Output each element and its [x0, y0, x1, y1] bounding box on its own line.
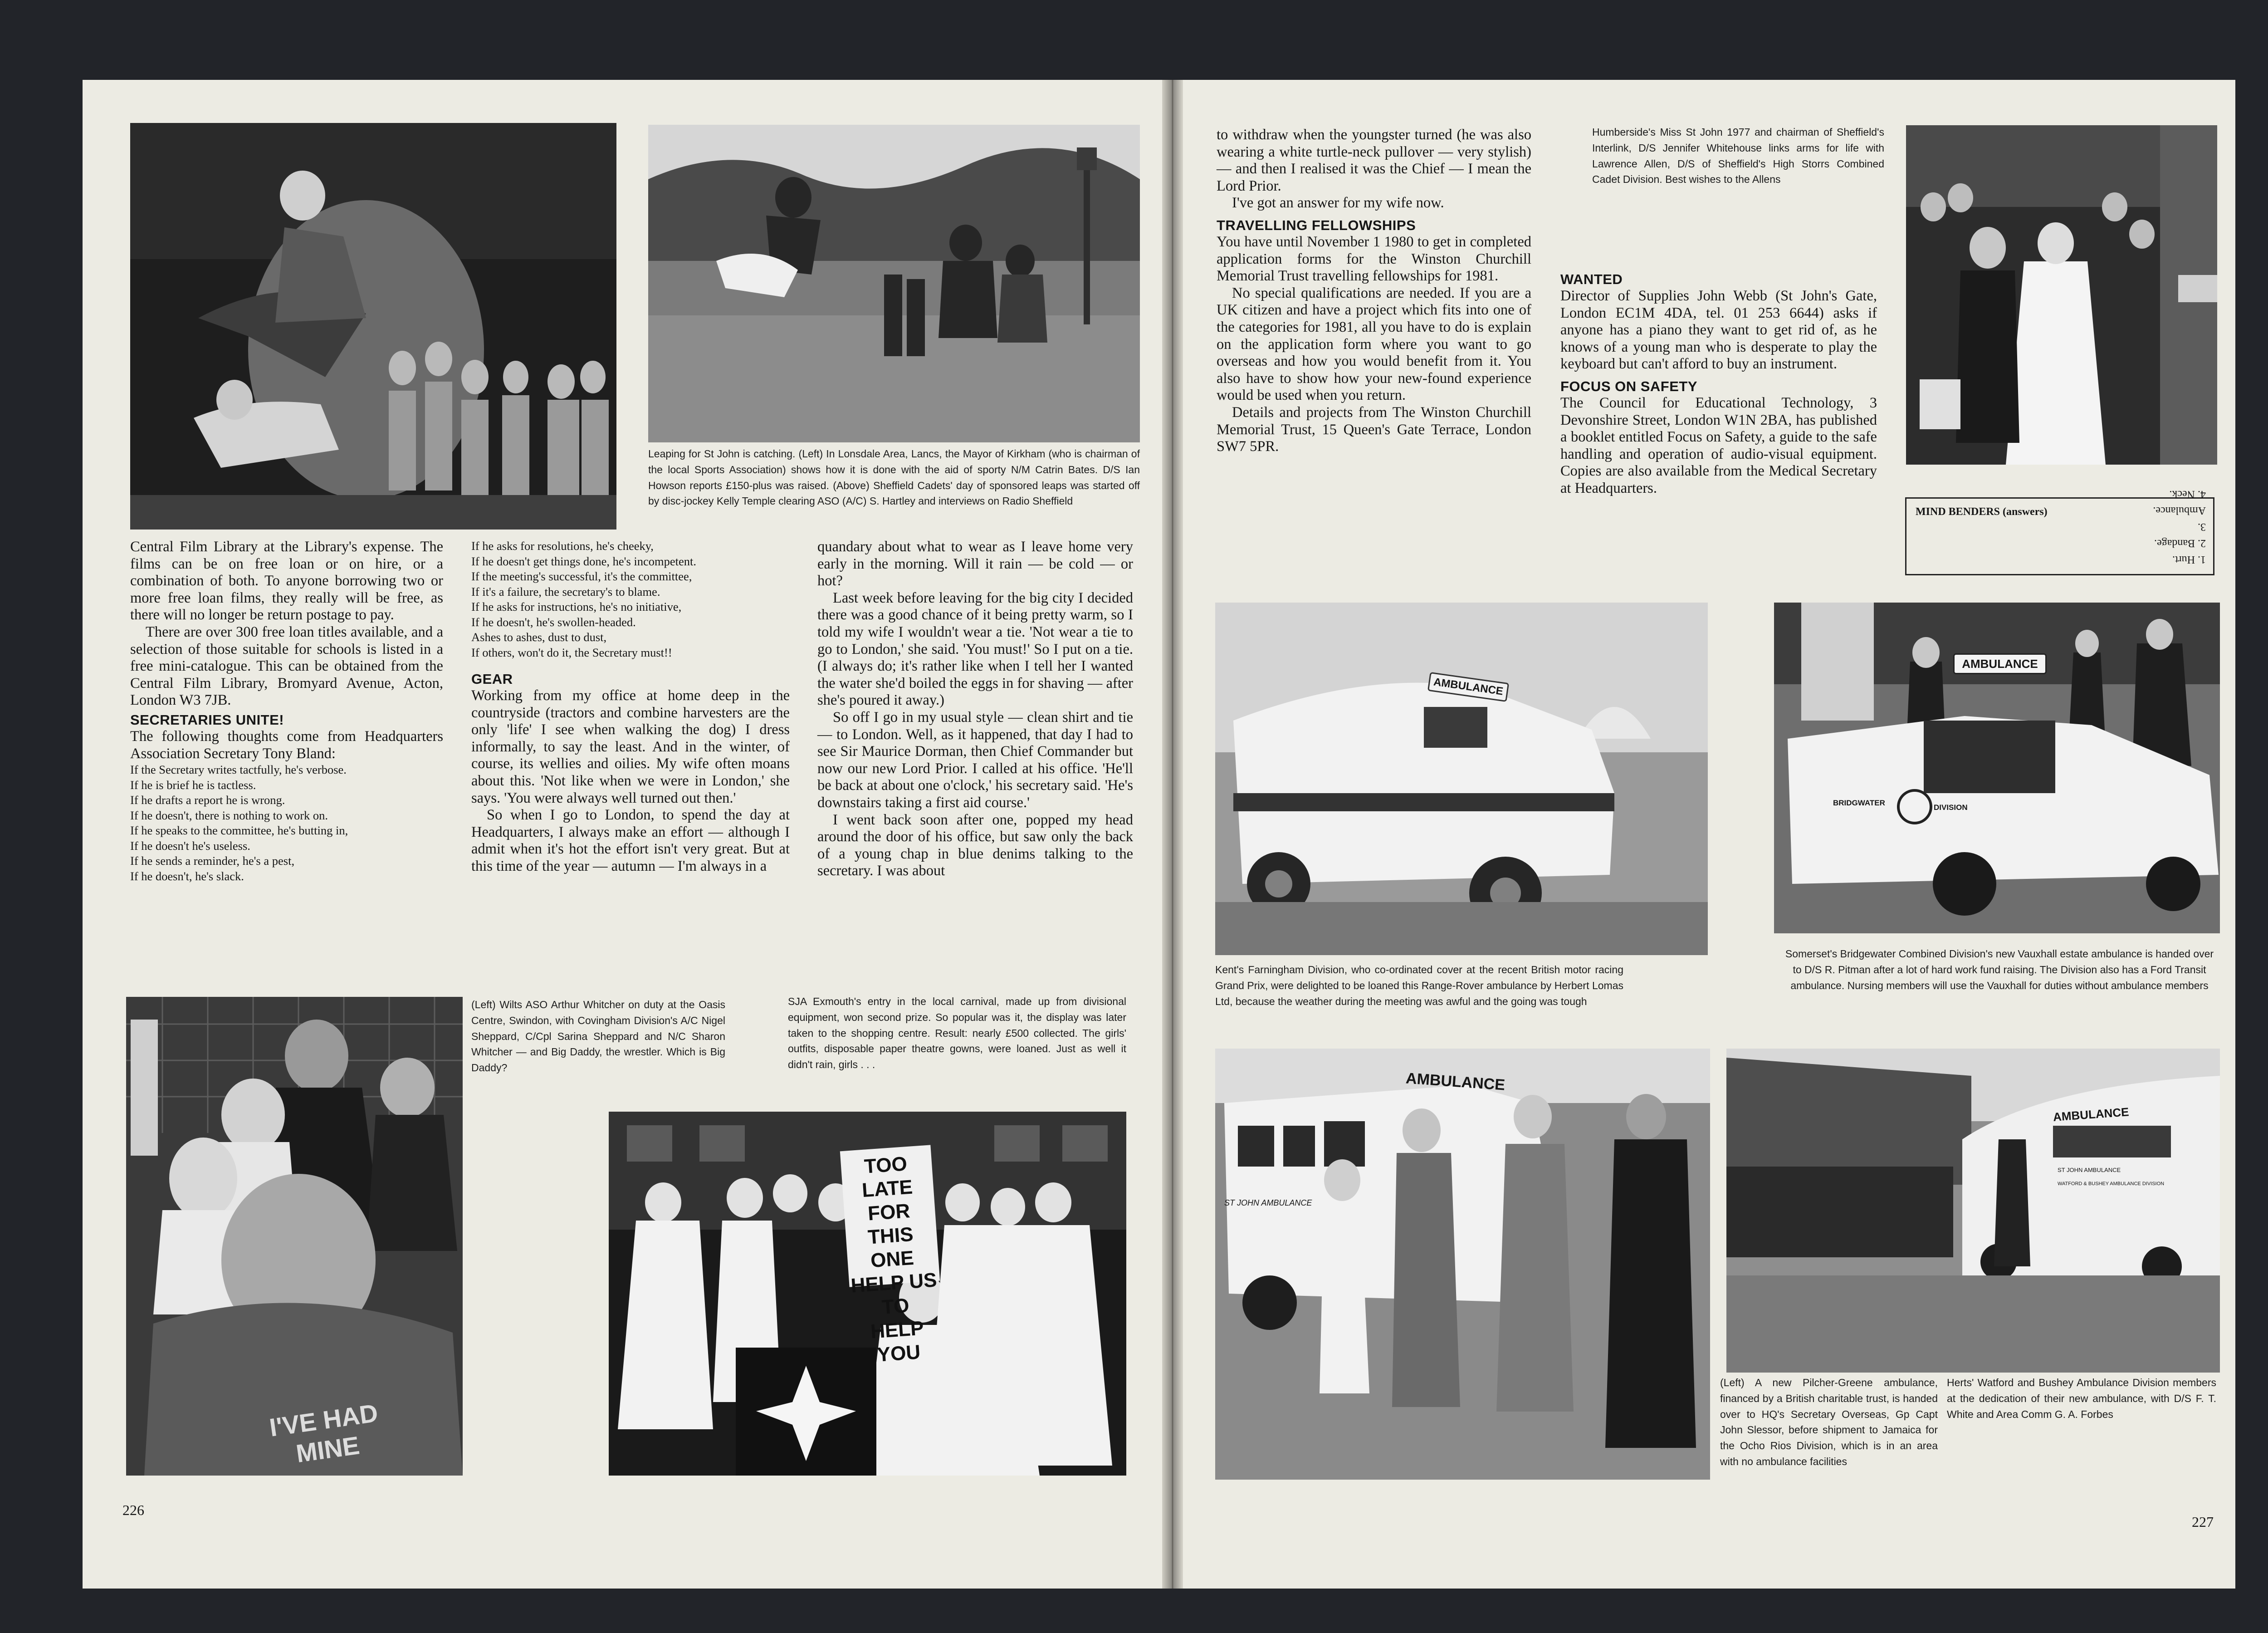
poem-line: If he speaks to the committee, he's butting in, [130, 824, 348, 838]
caption-leapfrog: Leaping for St John is catching. (Left) In Lonsdale Area, Lancs, the Mayor of Kirkham (who is chairman of the local Sports Association) shows how it is done with the aid of sporty N/M Catrin Bates. D/S Ian Howson reports £150-plus was raised. (Above) Sheffield Cadets' day of sponsored leaps was started off by disc-jockey Kelly Temple clearing ASO (A/C) S. Hartley and interviews on Radio Sheffield [648, 448, 1140, 507]
photo-watford-bushey-ambulance [1726, 1049, 2220, 1373]
poem-line: If the meeting's successful, it's the committee, [471, 569, 692, 583]
paragraph: You have until November 1 1980 to get in completed application forms for the Winston Churchill Memorial Trust travelling fellowships for 1981. [1217, 233, 1531, 284]
van-side-text: WATFORD & BUSHEY AMBULANCE DIVISION [2058, 1181, 2165, 1187]
poem-line: If the Secretary writes tactfully, he's verbose. [130, 763, 347, 777]
poem-line: If he doesn't, there is nothing to work on. [130, 808, 328, 822]
photo-bridgwater-vauxhall [1774, 603, 2220, 933]
paragraph: to withdraw when the youngster turned (he was also wearing a white turtle-neck pullover — very stylish) — and then I realised it was the Chief — I mean the Lord Prior. [1217, 127, 1531, 194]
photo-big-daddy [126, 997, 463, 1476]
page-number-left: 226 [122, 1502, 144, 1518]
paragraph: Details and projects from The Winston Churchill Memorial Trust, 15 Queen's Gate Terrace, London SW7 5PR. [1217, 404, 1531, 455]
poem-line: If he sends a reminder, he's a pest, [130, 854, 295, 868]
poem-line: If he doesn't he's useless. [130, 839, 250, 853]
column-3-left-page [817, 539, 1133, 880]
photo-mayor-leapfrog [130, 123, 616, 530]
paragraph: So off I go in my usual style — clean shirt and tie — to London. Well, as it happened, that day I had to see Sir Maurice Dorman, then Chief Commander but now our new Lord Prior. I called at his office. 'He'll be back at about one o'clock,' his secretary said. 'He's downstairs taking a first aid course.' [817, 709, 1133, 811]
carnival-banner [840, 1151, 945, 1369]
answer-line: 3. Ambulance. [2153, 505, 2206, 533]
banner-line: HELP US TO [850, 1269, 938, 1319]
caption-exmouth-carnival: SJA Exmouth's entry in the local carnival, made up from divisional equipment, won second prize. So popular was it, the display was later taken to the shopping centre. Result: nearly £500 collected. The girls' outfits, disposable paper theatre gowns, were loaned. Just as well it didn't rain, girls . . . [788, 995, 1126, 1071]
van-side-text: ST JOHN AMBULANCE [2058, 1167, 2121, 1173]
paragraph: Last week before leaving for the big city I decided there was a good chance of it being pretty warm, so I told my wife I wouldn't wear a tie. 'Not wear a tie to go to London,' she said. 'You must!' So I put on a tie. (I always do; it's rather like when I tell her I wanted the water she'd boiled the eggs in for shaving — after she's poured it away.) [817, 589, 1133, 709]
answer-line: 4. Neck. [2169, 488, 2206, 500]
paragraph: I've got an answer for my wife now. [1232, 195, 1444, 211]
roof-ambulance-sign: AMBULANCE [1953, 653, 2047, 674]
mind-benders-box [1905, 488, 2214, 575]
photo-sheffield-cadets [648, 125, 1140, 442]
photo-wedding [1906, 125, 2217, 465]
van-ambulance-sign: AMBULANCE [1405, 1069, 1506, 1094]
paragraph: quandary about what to wear as I leave home very early in the morning. Will it rain — be cold — or hot? [817, 539, 1133, 589]
paragraph: Working from my office at home deep in the countryside (tractors and combine harvesters are the only 'life' I see when walking the dog) I dress informally, to say the least. And in the winter, of course, its wellies and oilies. My wife often moans about this. 'Not like when we were in London,' she says. 'You were always well turned out then.' [471, 687, 790, 806]
van-ambulance-sign: AMBULANCE [2053, 1105, 2130, 1124]
poem-line: If he asks for instructions, he's no initiative, [471, 600, 682, 613]
banner-line: TOO LATE FOR [861, 1152, 914, 1225]
column-2-right-page [1560, 271, 1877, 497]
heading-focus-on-safety: FOCUS ON SAFETY [1560, 378, 1698, 394]
banner-line: HELP YOU [870, 1317, 925, 1366]
column-2-left-page [471, 539, 790, 875]
heading-travelling-fellowships: TRAVELLING FELLOWSHIPS [1217, 217, 1416, 233]
paragraph: No special qualifications are needed. If you are a UK citizen and have a project which fits into one of the categories for 1981, all you have to do is explain on the application form where you want to go overseas and how you would benefit from it. You also have to show how your new-found experience would be used when you return. [1217, 284, 1531, 404]
page-number-right: 227 [2192, 1514, 2214, 1530]
caption-watford-bushey: Herts' Watford and Bushey Ambulance Division members at the dedication of their new ambulance, with D/S F. T. White and Area Comm G. A. Forbes [1947, 1377, 2216, 1420]
paragraph: There are over 300 free loan titles available, and a selection of those suitable for schools is listed in a free mini-catalogue. This can be obtained from the Central Film Library, Bromyard Avenue, Acton, London W3 7JB. [130, 623, 443, 709]
answer-line: 1. Hurt. [2172, 554, 2206, 565]
poem-line: If others, won't do it, the Secretary must!! [471, 645, 672, 659]
caption-oasis-centre: (Left) Wilts ASO Arthur Whitcher on duty at the Oasis Centre, Swindon, with Covingham Division's A/C Nigel Sheppard, C/Cpl Sarina Sheppard and N/C Sharon Whitcher — and Big Daddy, the wrestler. Which is Big Daddy? [471, 999, 725, 1074]
poem-line: If he doesn't get things done, he's incompetent. [471, 554, 697, 568]
mind-benders-answers-upside-down [2147, 486, 2206, 568]
wrestler-shirt-text: I'VE HAD MINE [268, 1398, 380, 1468]
paragraph: I went back soon after one, popped my head around the door of his office, but saw only the back of a young chap in blue denims talking to the secretary. I was about [817, 811, 1133, 879]
caption-wedding: Humberside's Miss St John 1977 and chairman of Sheffield's Interlink, D/S Jennifer Whitehouse links arms for life with Lawrence Allen, D/S of Sheffield's High Storrs Combined Cadet Division. Best wishes to the Allens [1592, 126, 1884, 186]
secretary-poem-part2 [471, 539, 790, 660]
mind-benders-title: MIND BENDERS (answers) [1916, 506, 2048, 518]
magazine-spine [1162, 80, 1183, 1589]
photo-farningham-range-rover [1215, 603, 1708, 955]
door-sign-bridgwater: BRIDGWATER [1833, 799, 1885, 807]
door-sign-division: DIVISION [1934, 803, 1968, 812]
heading-secretaries-unite: SECRETARIES UNITE! [130, 711, 284, 728]
caption-bridgwater: Somerset's Bridgewater Combined Division's new Vauxhall estate ambulance is handed over to D/S R. Pitman after a lot of hard work fund raising. The Division also has a Ford Transit ambulance. Nursing members will use the Vauxhall for duties without ambulance members [1785, 948, 2214, 991]
paragraph: So when I go to London, to spend the day at Headquarters, I always make an effort — although I admit when it's hot the effort isn't very great. But at this time of the year — autumn — I'm always in a [471, 807, 790, 874]
answer-line: 2. Bandage. [2154, 537, 2206, 549]
secretary-poem-part1 [130, 762, 443, 884]
poem-line: If he is brief he is tactless. [130, 778, 256, 792]
heading-gear: GEAR [471, 671, 513, 687]
poem-line: If it's a failure, the secretary's to blame. [471, 584, 660, 598]
van-side-text: ST JOHN AMBULANCE [1224, 1198, 1312, 1207]
photo-exmouth-carnival [609, 1112, 1126, 1476]
photo-pilcher-greene-ambulance [1215, 1049, 1710, 1480]
poem-line: If he drafts a report he is wrong. [130, 793, 285, 807]
roof-ambulance-sign: AMBULANCE [1427, 672, 1509, 702]
poem-line: If he asks for resolutions, he's cheeky, [471, 539, 654, 553]
column-1-right-page [1217, 127, 1531, 456]
column-1-left-page [130, 539, 443, 884]
paragraph: Director of Supplies John Webb (St John's Gate, London EC1M 4DA, tel. 01 253 6644) asks if anyone has a piano they want to get rid of, as he knows of a young man who is desperate to play the keyboard but can't afford to buy an instrument. [1560, 288, 1877, 373]
paragraph: The Council for Educational Technology, 3 Devonshire Street, London W1N 2BA, has published a booklet entitled Focus on Safety, a guide to the safe handling and operation of audio-visual equipment. Copies are also available from the Medical Secretary at Headquarters. [1560, 394, 1877, 496]
paragraph: The following thoughts come from Headquarters Association Secretary Tony Bland: [130, 728, 443, 762]
heading-wanted: WANTED [1560, 271, 1623, 287]
caption-pilcher-greene: (Left) A new Pilcher-Greene ambulance, financed by a British charitable trust, is handed over to HQ's Secretary Overseas, Gp Capt John Slessor, before shipment to Jamaica for the Ocho Rios Division, which is in an area with no ambulance facilities [1720, 1377, 1938, 1467]
caption-farningham: Kent's Farningham Division, who co-ordinated cover at the recent British motor racing Grand Prix, were delighted to be loaned this Range-Rover ambulance by Herbert Lomas Ltd, because the weather during the meeting was awful and the going was tough [1215, 964, 1623, 1007]
poem-line: If he doesn't, he's slack. [130, 869, 244, 883]
banner-line: THIS ONE [867, 1223, 915, 1272]
paragraph: Central Film Library at the Library's expense. The films can be on free loan or on hire, or a combination of both. To anyone borrowing two or more free loan films, they really will be free, as there will no longer be return postage to pay. [130, 539, 443, 623]
poem-line: If he doesn't, he's swollen-headed. [471, 615, 636, 629]
poem-line: Ashes to ashes, dust to dust, [471, 630, 607, 644]
